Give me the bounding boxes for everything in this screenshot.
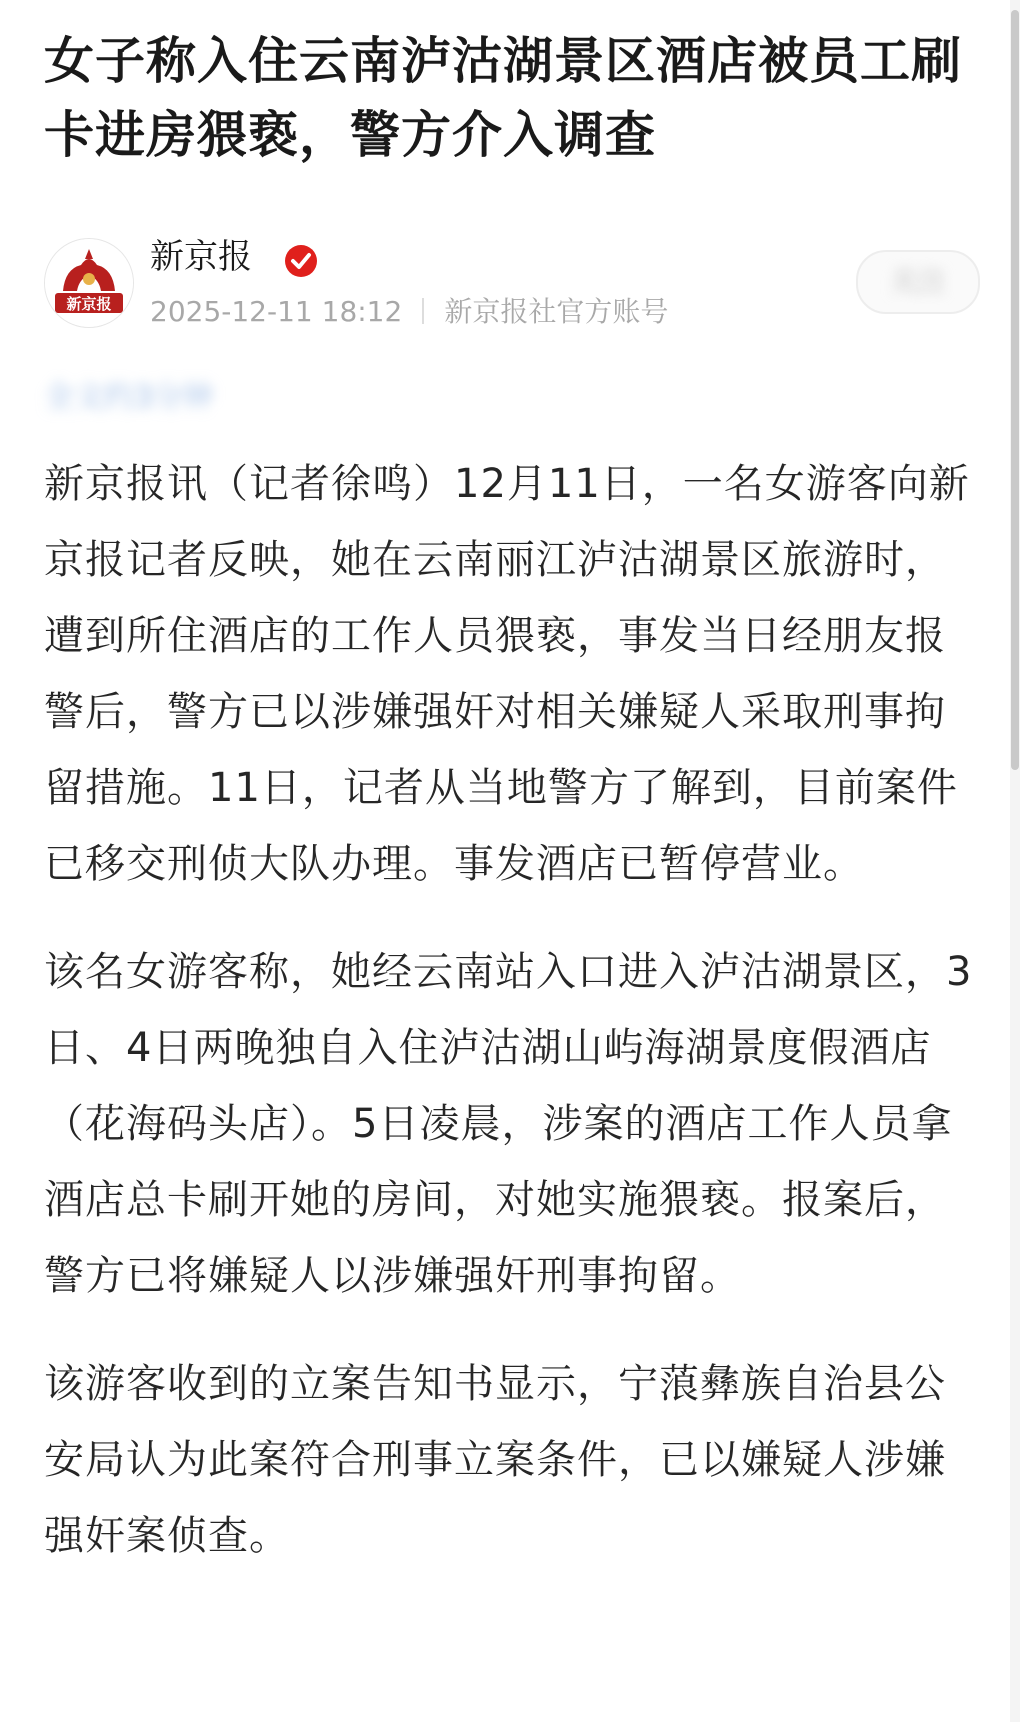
author-meta — [150, 292, 668, 332]
read-time-label: 全文约3分钟 — [44, 380, 214, 415]
paragraph-3: 该游客收到的立案告知书显示，宁蒗彝族自治县公安局认为此案符合刑事立案条件，已以嫌疑人涉嫌强奸案侦查。 — [44, 1361, 946, 1559]
paragraph-2: 该名女游客称，她经云南站入口进入泸沽湖景区，3日、4日两晚独自入住泸沽湖山屿海湖景度假酒店（花海码头店）。5日凌晨，涉案的酒店工作人员拿酒店总卡刷开她的房间，对她实施猥亵。报案后，警方已将嫌疑人以涉嫌强奸刑事拘留。 — [44, 949, 973, 1299]
read-time — [44, 378, 213, 418]
follow-label: 关注 — [889, 265, 946, 298]
meta-divider — [422, 298, 424, 324]
verified-badge-icon — [284, 244, 318, 278]
author-avatar[interactable] — [44, 238, 134, 328]
follow-button[interactable] — [856, 250, 980, 314]
article-title: 女子称入住云南泸沽湖景区酒店被员工刷卡进房猥亵，警方介入调查 — [44, 32, 962, 164]
publish-date: 2025-12-11 18:12 — [150, 295, 403, 328]
article-body — [44, 446, 984, 1606]
newspaper-logo — [45, 239, 133, 327]
account-type: 新京报社官方账号 — [444, 295, 669, 328]
scrollbar[interactable] — [1010, 0, 1020, 1722]
scrollbar-thumb[interactable] — [1011, 10, 1019, 770]
author-name[interactable]: 新京报 — [150, 237, 252, 277]
logo-text: 新京报 — [66, 295, 112, 313]
paragraph-1: 新京报讯（记者徐鸣）12月11日，一名女游客向新京报记者反映，她在云南丽江泸沽湖景区旅游时，遭到所住酒店的工作人员猥亵，事发当日经朋友报警后，警方已以涉嫌强奸对相关嫌疑人采取刑事拘留措施。11日，记者从当地警方了解到，目前案件已移交刑侦大队办理。事发酒店已暂停营业。 — [44, 461, 970, 887]
